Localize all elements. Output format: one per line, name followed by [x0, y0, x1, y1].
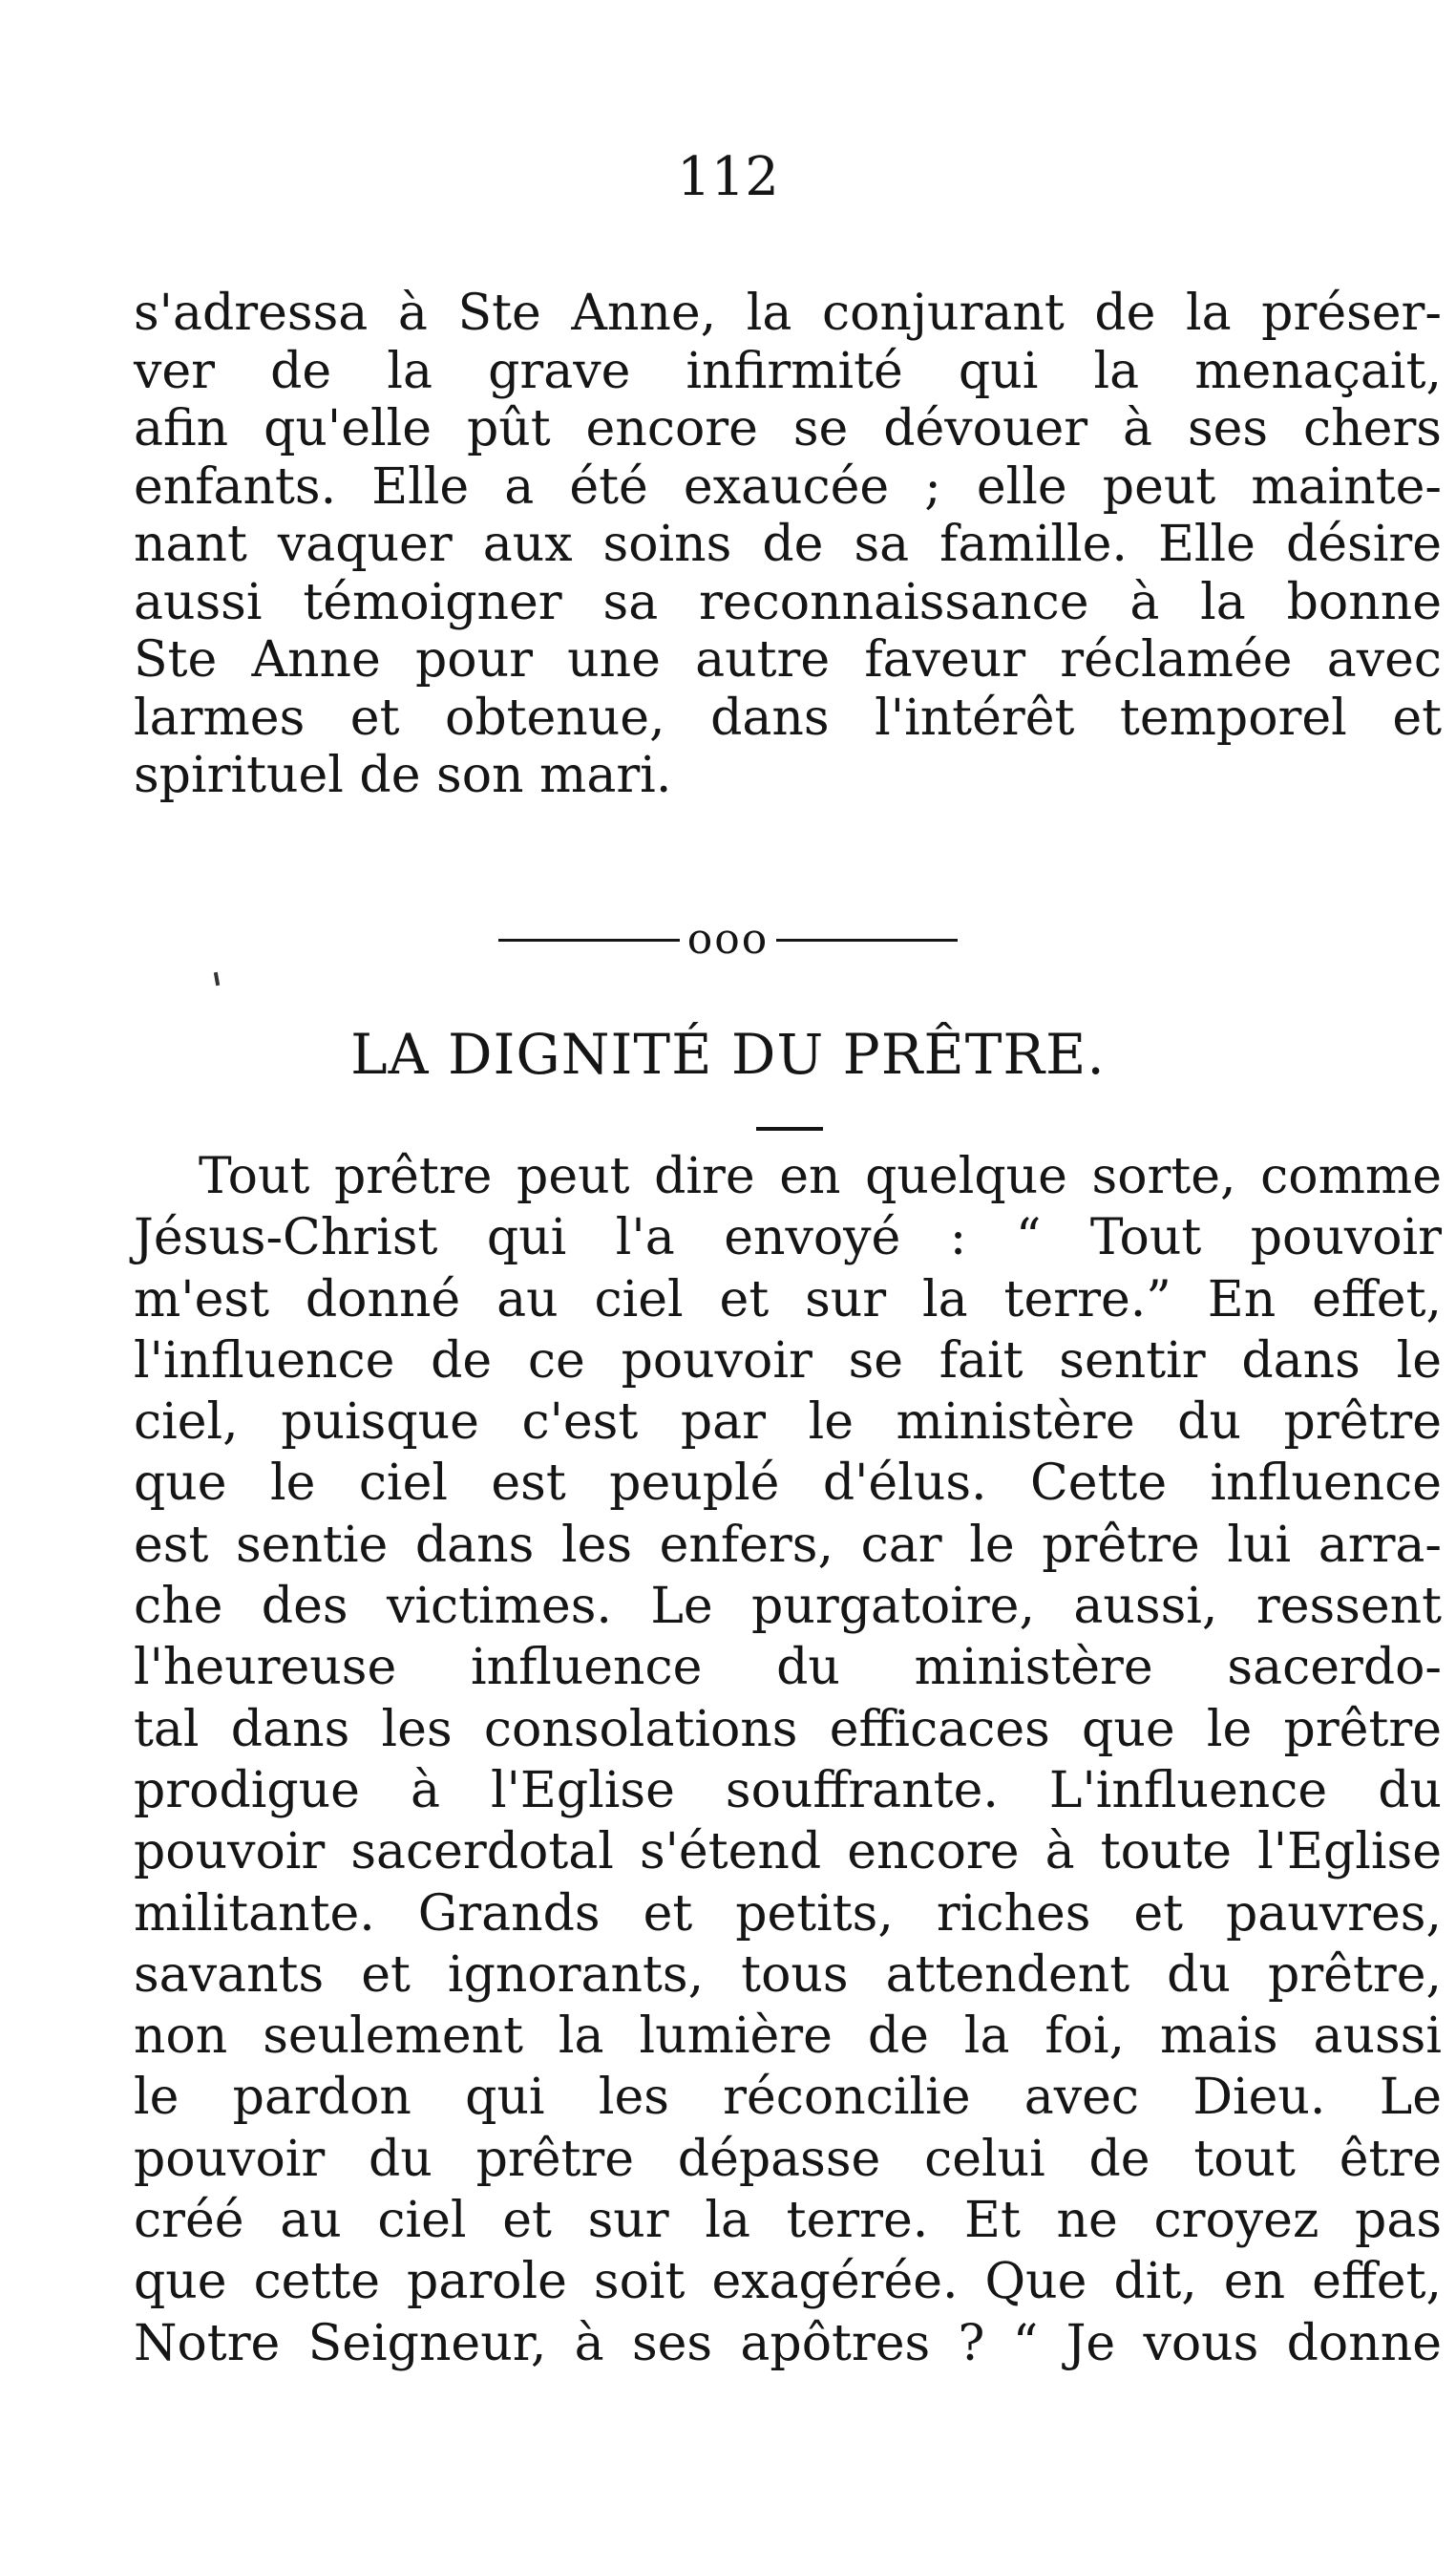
- separator-rule-left: [498, 939, 680, 942]
- text-line: tal dans les consolations efficaces que le prêtre: [134, 1700, 1442, 1758]
- text-line: que le ciel est peuplé d'élus. Cette influence: [134, 1455, 1442, 1513]
- text-line: ciel, puisque c'est par le ministère du prêtre: [134, 1393, 1442, 1452]
- text-line: m'est donné au ciel et sur la terre.” En effet,: [134, 1270, 1442, 1328]
- text-line: ver de la grave infirmité qui la menaçait,: [134, 342, 1442, 400]
- text-line: que cette parole soit exagérée. Que dit, en effet,: [134, 2253, 1442, 2311]
- separator-rule-right: [776, 939, 958, 942]
- text-line: pouvoir du prêtre dépasse celui de tout être: [134, 2130, 1442, 2188]
- separator-ornament: ooo: [686, 915, 770, 964]
- page-number: 112: [677, 146, 779, 208]
- text-line: le pardon qui les réconcilie avec Dieu. Le: [134, 2069, 1442, 2127]
- paragraph-continuation: [134, 285, 1442, 805]
- text-line: pouvoir sacerdotal s'étend encore à toute l'Eglise: [134, 1823, 1442, 1881]
- text-line: l'heureuse influence du ministère sacerdo-: [134, 1639, 1442, 1697]
- text-line: aussi témoigner sa reconnaissance à la bonne: [134, 573, 1442, 631]
- print-speck: [214, 972, 220, 986]
- text-line: che des victimes. Le purgatoire, aussi, ressent: [134, 1578, 1442, 1636]
- text-line: larmes et obtenue, dans l'intérêt temporel et: [134, 689, 1442, 747]
- text-line: enfants. Elle a été exaucée ; elle peut mainte-: [134, 457, 1442, 516]
- text-line: Notre Seigneur, à ses apôtres ? “ Je vous donne: [134, 2314, 1442, 2372]
- text-line: nant vaquer aux soins de sa famille. Elle désire: [134, 516, 1442, 573]
- paragraph-body: [134, 1146, 1442, 2374]
- text-line: Jésus-Christ qui l'a envoyé : “ Tout pouvoir: [134, 1209, 1442, 1267]
- text-line: prodigue à l'Eglise souffrante. L'influence du: [134, 1761, 1442, 1819]
- text-line: l'influence de ce pouvoir se fait sentir dans le: [134, 1331, 1442, 1390]
- section-separator: [0, 915, 1456, 964]
- text-line: Ste Anne pour une autre faveur réclamée avec: [134, 631, 1442, 689]
- text-line: s'adressa à Ste Anne, la conjurant de la préser-: [134, 285, 1442, 342]
- text-line: est sentie dans les enfers, car le prêtre lui arra-: [134, 1516, 1442, 1574]
- text-line: savants et ignorants, tous attendent du prêtre,: [134, 1945, 1442, 2004]
- text-line: afin qu'elle pût encore se dévouer à ses chers: [134, 400, 1442, 457]
- text-line: créé au ciel et sur la terre. Et ne croyez pas: [134, 2192, 1442, 2250]
- text-line: non seulement la lumière de la foi, mais aussi: [134, 2007, 1442, 2066]
- text-line: Tout prêtre peut dire en quelque sorte, comme: [199, 1148, 1442, 1205]
- title-underline-rule: [756, 1127, 823, 1131]
- text-line: militante. Grands et petits, riches et pauvres,: [134, 1884, 1442, 1943]
- text-line: spirituel de son mari.: [134, 747, 672, 804]
- section-title: LA DIGNITÉ DU PRÊTRE.: [350, 1022, 1106, 1087]
